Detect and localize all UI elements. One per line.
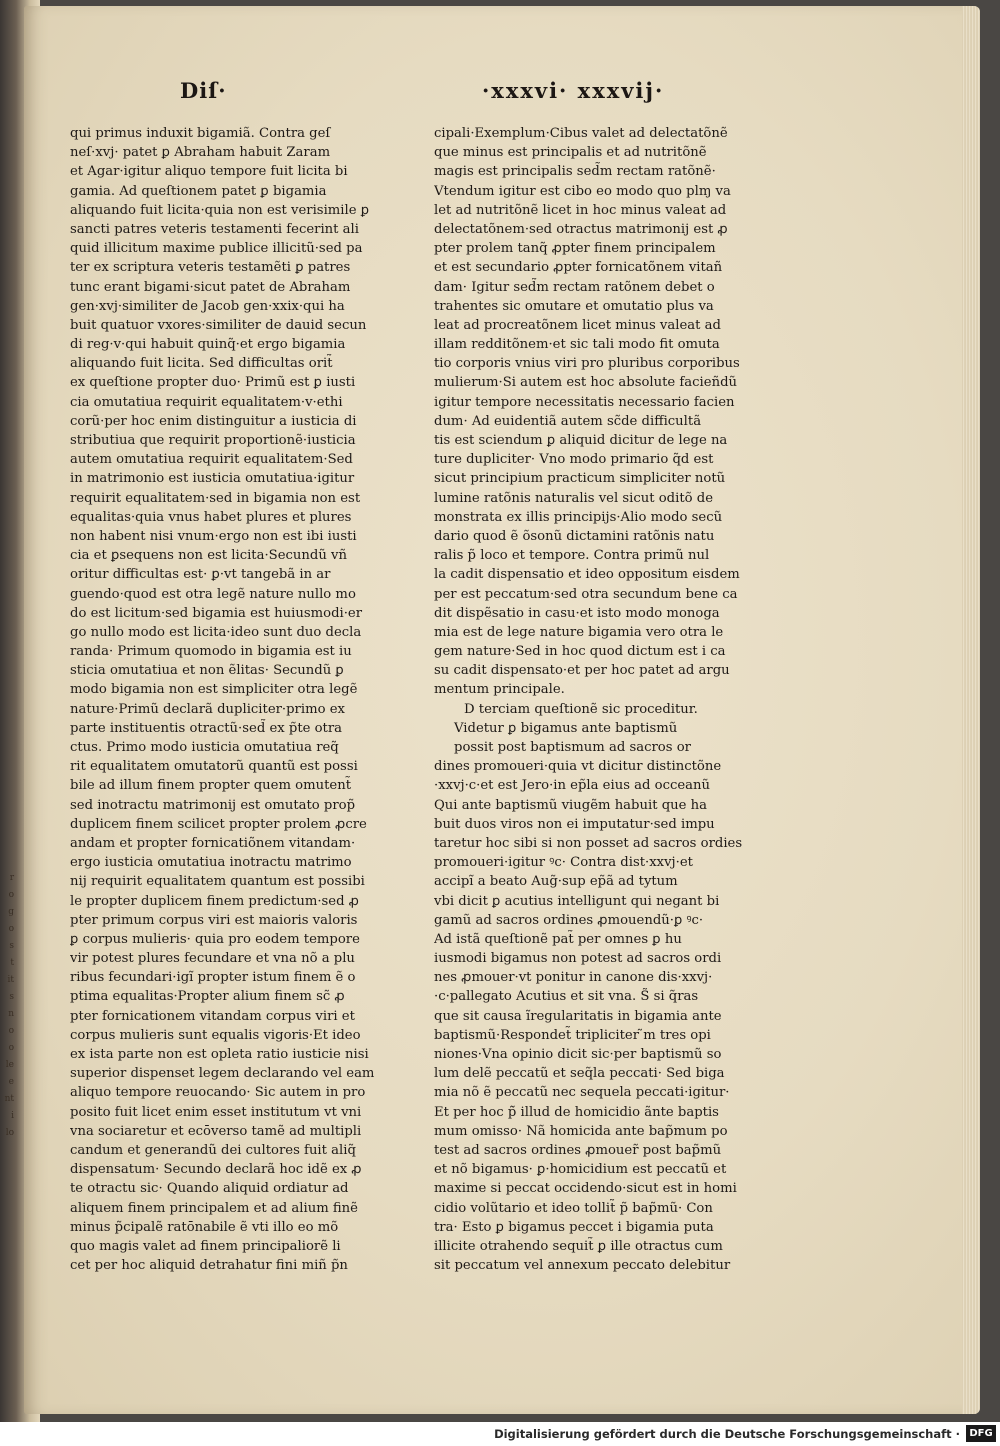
text-line: lum delẽ peccatũ et seq̃la peccati· Sed biga (434, 1066, 725, 1082)
text-line: mentum principale. (434, 682, 565, 698)
text-line: leat ad procreatõnem licet minus valeat ad (434, 317, 721, 333)
text-line: modo bigamia non est simpliciter otra legẽ (70, 682, 358, 698)
margin-note-fragment: lo (5, 1128, 14, 1138)
text-line: trahentes sic omutare et omutatio plus va (434, 298, 714, 314)
text-line: Videtur ꝑ bigamus ante baptismũ (454, 720, 678, 736)
text-line: gem nature·Sed in hoc quod dictum est i ca (434, 644, 726, 660)
text-line: andam et propter fornicatiõnem vitandam· (70, 835, 356, 851)
text-line: sit peccatum vel annexum peccato delebitur (434, 1258, 731, 1274)
text-line: nij requirit equalitatem quantum est possibi (70, 874, 365, 890)
running-header-left: Diſ· (180, 78, 227, 103)
text-line: ture dupliciter· Vno modo primario q̃d est (434, 452, 714, 468)
text-line: aliquem finem principalem et ad alium finẽ (70, 1200, 358, 1216)
text-line: taretur hoc sibi si non posset ad sacros ordies (434, 835, 743, 851)
text-line: mia nõ ẽ peccatũ nec sequela peccati·igitur· (434, 1085, 730, 1101)
margin-note-fragment: r (9, 873, 14, 883)
margin-note-fragment: i (11, 1111, 14, 1121)
margin-note-fragment: o (8, 924, 14, 934)
text-line: requirit equalitatem·sed in bigamia non est (70, 490, 361, 506)
text-line: ter ex scriptura veteris testamẽti ꝑ patres (70, 260, 351, 276)
text-line: aliquando fuit licita·quia non est verisimile ꝑ (70, 202, 370, 218)
text-line: et Agar·igitur aliquo tempore fuit licita bi (70, 164, 348, 180)
margin-note-fragment: nt (4, 1094, 14, 1104)
folio-number: ·xxxvi· xxxvij· (482, 78, 665, 103)
text-line: cia et ꝑsequens non est licita·Secundũ vñ (70, 548, 347, 564)
text-line: per est peccatum·sed otra secundum bene ca (434, 586, 738, 602)
text-line: pter primum corpus viri est maioris valoris (70, 912, 358, 928)
text-column-left (70, 124, 390, 1275)
text-line: aliquando fuit licita. Sed difficultas orit̃ (70, 356, 333, 372)
text-line: corũ·per hoc enim distinguitur a iusticia di (70, 413, 357, 429)
margin-note-fragment: s (9, 941, 14, 951)
dfg-logo: DFG (966, 1425, 996, 1442)
funding-notice: Digitalisierung gefördert durch die Deutsche Forschungsgemeinschaft · (494, 1427, 960, 1441)
margin-note-fragment: le (5, 1060, 14, 1070)
text-line: tis est sciendum ꝑ aliquid dicitur de lege na (434, 433, 728, 448)
text-line: bile ad illum finem propter quem omutent̃ (70, 778, 352, 794)
text-line: que sit causa ĩregularitatis in bigamia ante (434, 1008, 722, 1024)
text-column-right (434, 124, 764, 1275)
text-line: le propter duplicem finem predictum·sed ꝓ (70, 893, 359, 909)
text-line: candum et generandũ dei cultores fuit aliq̃ (70, 1142, 356, 1158)
text-line: buit quatuor vxores·similiter de dauid secun (70, 317, 367, 333)
text-line: pter prolem tanq̃ ꝓpter finem principalem (434, 241, 716, 257)
margin-note-fragment: e (8, 1077, 14, 1087)
text-line: neſ·xvj· patet ꝑ Abraham habuit Zaram (70, 145, 331, 161)
text-line: et est secundario ꝓpter fornicatõnem vitañ (434, 260, 723, 276)
text-line: quo magis valet ad finem principaliorẽ li (70, 1238, 341, 1254)
text-line: Ad istã queſtionẽ pat̃ per omnes ꝑ hu (434, 931, 682, 947)
text-line: dispensatum· Secundo declarã hoc idẽ ex ꝓ (70, 1162, 362, 1178)
text-line: non habent nisi vnum·ergo non est ibi iusti (70, 528, 357, 544)
text-line: ·xxvj·c·et est Jero·in ep̃la eius ad occeanũ (434, 778, 711, 794)
text-line: sancti patres veteris testamenti fecerint ali (70, 221, 359, 237)
text-line: dam· Igitur sed̃m rectam ratõnem debet o (434, 279, 715, 295)
text-line: vbi dicit ꝑ acutius intelligunt qui negant bi (434, 893, 720, 909)
text-line: autem omutatiua requirit equalitatem·Sed (70, 452, 353, 468)
text-line: mulierum·Si autem est hoc absolute facieñdũ (434, 375, 738, 391)
text-line: igitur tempore necessitatis necessario facien (434, 394, 735, 410)
text-line: stributiua que requirit proportionẽ·iusticia (70, 433, 356, 448)
text-line: cipali·Exemplum·Cibus valet ad delectatõnẽ (434, 126, 728, 141)
text-line: dines promoueri·quia vt dicitur distinctõne (434, 759, 722, 775)
text-line: dit dispẽsatio in casu·et isto modo monoga (434, 605, 720, 621)
text-line: sed inotractu matrimonij est omutato prop̃ (70, 797, 356, 813)
text-line: ·c·pallegato Acutius et sit vna. S̃ si q̃ras (434, 989, 699, 1005)
margin-note-fragment: o (8, 1043, 14, 1053)
text-line: baptismũ·Respondet̃ tripliciter ̃m tres opi (434, 1027, 711, 1043)
text-line: qui primus induxit bigamiã. Contra geſ (70, 126, 331, 141)
text-line: que minus est principalis et ad nutritõnẽ (434, 145, 707, 161)
text-line: ꝑ corpus mulieris· quia pro eodem tempore (70, 931, 360, 947)
text-line: go nullo modo est licita·ideo sunt duo decla (70, 624, 362, 640)
text-line: iusmodi bigamus non potest ad sacros ordi (434, 951, 722, 967)
text-line: ribus fecundari·igĩ propter istum finem ẽ o (70, 970, 356, 986)
margin-note-fragment: it (7, 975, 14, 985)
text-line: accipĩ a beato Aug̃·sup ep̃ã ad tytum (434, 874, 678, 890)
text-line: vir potest plures fecundare et vna nõ a plu (70, 951, 355, 967)
text-line: ralis p̃ loco et tempore. Contra primũ nul (434, 548, 710, 564)
text-line: equalitas·quia vnus habet plures et plures (70, 509, 352, 525)
text-line: ctus. Primo modo iusticia omutatiua req̃ (70, 740, 339, 755)
page-fore-edge (962, 6, 980, 1414)
text-line: promoueri·igitur ꝰc· Contra dist·xxvj·et (434, 855, 693, 871)
text-line: rit equalitatem omutatorũ quantũ est possi (70, 759, 358, 775)
text-line: sticia omutatiua et non ẽlitas· Secundũ ꝑ (70, 663, 344, 679)
text-line: vna sociaretur et ecōverso tamẽ ad multipli (70, 1123, 362, 1139)
text-line: tio corporis vnius viri pro pluribus corporibus (434, 356, 740, 372)
margin-note-fragment: s (9, 992, 14, 1002)
text-line: ergo iusticia omutatiua inotractu matrimo (70, 855, 352, 871)
text-line: Vtendum igitur est cibo eo modo quo plɱ va (434, 183, 731, 199)
text-line: do est licitum·sed bigamia est huiusmodi·er (70, 605, 363, 621)
text-line: aliquo tempore reuocando· Sic autem in pro (70, 1085, 366, 1101)
margin-note-fragment: n (8, 1009, 14, 1019)
text-line: parte instituentis otractũ·sed̃ ex p̃te otra (70, 720, 343, 736)
text-line: sicut principium practicum simpliciter notũ (434, 471, 726, 487)
text-line: ex queſtione propter duo· Primũ est ꝑ iusti (70, 375, 356, 391)
text-line: niones·Vna opinio dicit sic·per baptismũ so (434, 1047, 722, 1062)
text-line: tra· Esto ꝑ bigamus peccet i bigamia puta (434, 1219, 714, 1235)
text-line: delectatõnem·sed otractus matrimonij est ꝓ (434, 221, 728, 237)
text-line: quid illicitum maxime publice illicitũ·sed pa (70, 241, 363, 257)
text-line: D terciam queſtionẽ sic proceditur. (464, 701, 698, 717)
text-line: guendo·quod est otra legẽ nature nullo mo (70, 586, 356, 602)
margin-note-fragment: o (8, 1026, 14, 1036)
text-line: minus p̃cipalẽ ratōnabile ẽ vti illo eo mõ (70, 1219, 339, 1235)
text-line: gen·xvj·similiter de Jacob gen·xxix·qui ha (70, 298, 345, 314)
text-line: illicite otrahendo sequit̃ ꝑ ille otractus cum (434, 1238, 723, 1254)
text-line: di reg·v·qui habuit quinq̃·et ergo bigamia (70, 337, 346, 353)
text-line: nes ꝓmouer·vt ponitur in canone dis·xxvj· (434, 970, 713, 986)
text-line: nature·Primũ declarã dupliciter·primo ex (70, 701, 345, 717)
text-line: cidio volũtario et ideo tollit̃ p̃ bap̃mũ· Con (434, 1200, 713, 1216)
text-line: cia omutatiua requirit equalitatem·v·ethi (70, 394, 343, 410)
margin-note-fragment: o (8, 890, 14, 900)
text-line: oritur difficultas est· ꝑ·vt tangebã in ar (70, 567, 331, 583)
text-line: possit post baptismum ad sacros or (454, 740, 691, 755)
text-line: gamia. Ad queſtionem patet ꝑ bigamia (70, 183, 327, 199)
text-line: mum omisso· Nã homicida ante bap̃mum po (434, 1123, 728, 1139)
text-line: dum· Ad euidentiã autem sc̃de difficultã (434, 413, 702, 429)
text-line: randa· Primum quomodo in bigamia est iu (70, 644, 352, 660)
text-line: test ad sacros ordines ꝓmouer̃ post bap̃mũ (434, 1142, 722, 1158)
text-line: posito fuit licet enim esset institutum vt vni (70, 1104, 362, 1120)
text-line: illam redditõnem·et sic tali modo fit omuta (434, 337, 720, 353)
text-line: magis est principalis sed̃m rectam ratõnẽ· (434, 164, 716, 180)
text-line: gamũ ad sacros ordines ꝓmouendũ·ꝑ ꝰc· (434, 912, 704, 928)
text-line: superior dispenset legem declarando vel eam (70, 1066, 375, 1082)
text-line: ex ista parte non est opleta ratio iusticie nisi (70, 1047, 369, 1062)
text-line: monstrata ex illis principijs·Alio modo secũ (434, 509, 723, 525)
text-line: lumine ratõnis naturalis vel sicut oditõ de (434, 490, 714, 506)
footer-bar (0, 1422, 1000, 1446)
text-line: maxime si peccat occidendo·sicut est in homi (434, 1181, 737, 1197)
text-line: pter fornicationem vitandam corpus viri et (70, 1008, 355, 1024)
text-line: duplicem finem scilicet propter prolem ꝓcre (70, 816, 367, 832)
margin-notes (0, 870, 14, 1170)
margin-note-fragment: t (10, 958, 14, 968)
text-line: mia est de lege nature bigamia vero otra le (434, 624, 724, 640)
text-line: corpus mulieris sunt equalis vigoris·Et ideo (70, 1027, 361, 1043)
text-line: Qui ante baptismũ viugẽm habuit que ha (434, 797, 707, 813)
text-line: su cadit dispensato·et per hoc patet ad argu (434, 663, 730, 679)
text-line: let ad nutritõnẽ licet in hoc minus valeat ad (434, 202, 727, 218)
text-line: dario quod ẽ õsonũ dictamini ratõnis natu (434, 528, 715, 544)
text-line: et nõ bigamus· ꝑ·homicidium est peccatũ et (434, 1162, 727, 1178)
text-line: in matrimonio est iusticia omutatiua·igitur (70, 471, 355, 487)
margin-note-fragment: g (8, 907, 14, 917)
text-line: cet per hoc aliquid detrahatur fini miñ p̃n (70, 1258, 348, 1274)
text-line: la cadit dispensatio et ideo oppositum eisdem (434, 567, 740, 583)
text-line: tunc erant bigami·sicut patet de Abraham (70, 279, 351, 295)
text-line: te otractu sic· Quando aliquid ordiatur ad (70, 1181, 349, 1197)
text-line: Et per hoc p̃̃ illud de homicidio ãnte baptis (434, 1104, 719, 1120)
text-line: buit duos viros non ei imputatur·sed impu (434, 816, 715, 832)
text-line: ptima equalitas·Propter alium finem sc̃ ꝓ (70, 989, 345, 1005)
